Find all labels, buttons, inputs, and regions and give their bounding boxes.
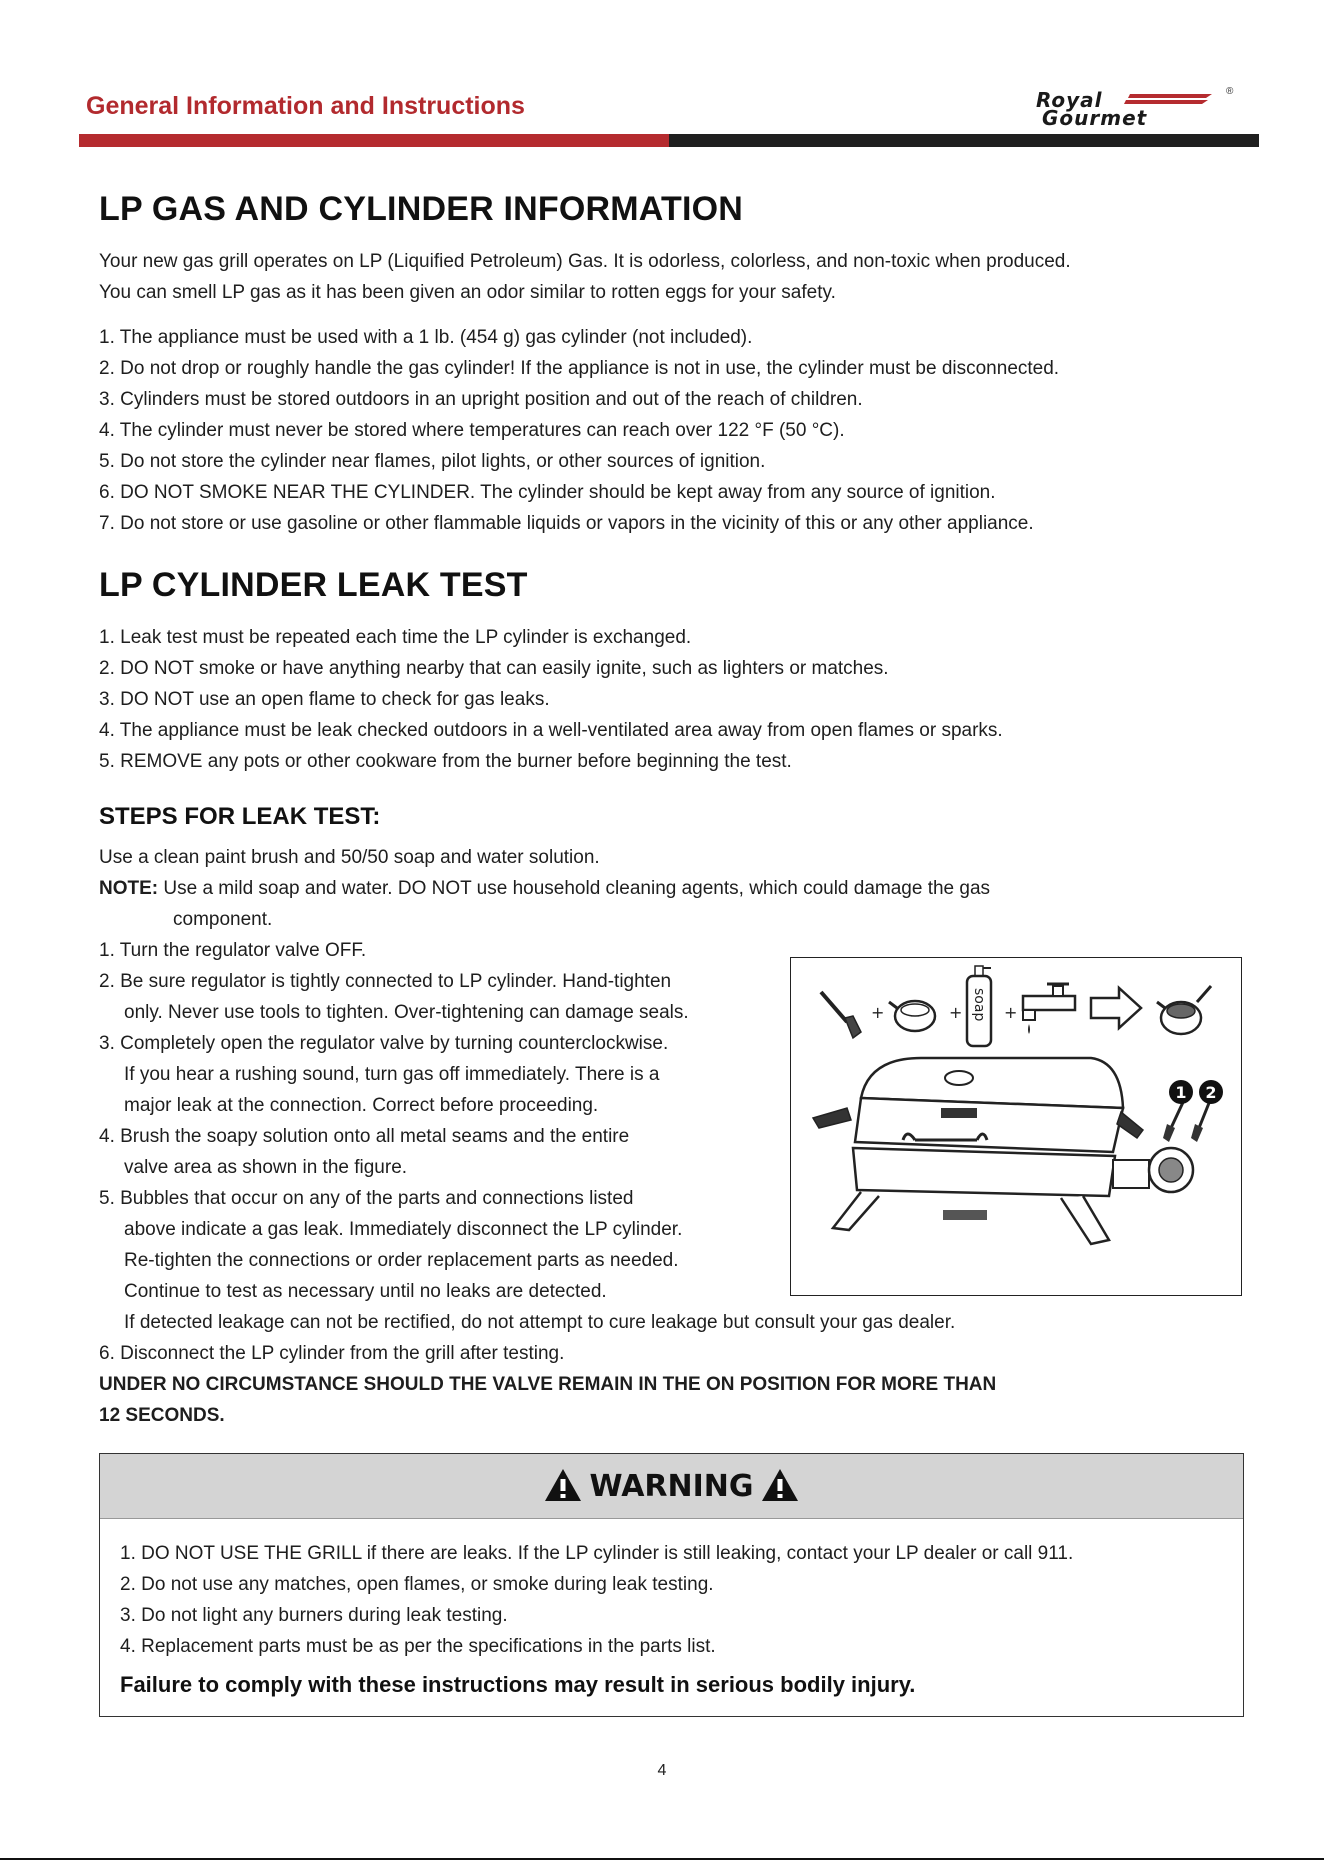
marker-1 <box>1169 1080 1193 1104</box>
caution-line: UNDER NO CIRCUMSTANCE SHOULD THE VALVE REMAIN IN THE ON POSITION FOR MORE THAN <box>99 1374 997 1395</box>
list-item: 3. Do not light any burners during leak testing. <box>120 1605 508 1626</box>
note-label: NOTE: <box>99 878 159 899</box>
marker-2 <box>1199 1080 1223 1104</box>
warning-list <box>120 1538 1073 1662</box>
list-item: 3. DO NOT use an open flame to check for gas leaks. <box>99 689 550 710</box>
steps-heading: STEPS FOR LEAK TEST: <box>99 803 381 830</box>
soap-bottle-icon <box>967 966 991 1046</box>
warning-title-text: WARNING <box>589 1469 754 1504</box>
step-line: Re-tighten the connections or order replacement parts as needed. <box>124 1250 679 1271</box>
lp-gas-intro-line: Your new gas grill operates on LP (Liquified Petroleum) Gas. It is odorless, colorless, and non-toxic when produced. <box>99 251 1071 272</box>
step-line: 5. Bubbles that occur on any of the parts and connections listed <box>99 1188 634 1209</box>
warning-footer: Failure to comply with these instructions may result in serious bodily injury. <box>120 1672 916 1697</box>
list-item: 2. Do not use any matches, open flames, or smoke during leak testing. <box>120 1574 714 1595</box>
header-bar-dark <box>669 134 1259 147</box>
soap-label: soap <box>971 988 987 1022</box>
step-line: 4. Brush the soapy solution onto all metal seams and the entire <box>99 1126 630 1147</box>
brush-icon <box>1163 1098 1185 1142</box>
header-title: General Information and Instructions <box>86 92 525 120</box>
warning-triangle-icon <box>543 1467 583 1503</box>
warning-box <box>99 1453 1244 1717</box>
step-line: If you hear a rushing sound, turn gas off immediately. There is a <box>124 1064 660 1085</box>
step-line: 2. Be sure regulator is tightly connected to LP cylinder. Hand-tighten <box>99 971 672 992</box>
arrow-right-icon <box>1091 988 1141 1028</box>
brush-icon <box>821 992 861 1038</box>
plus-sign: + <box>1004 1003 1018 1022</box>
list-item: 4. The cylinder must never be stored where temperatures can reach over 122 °F (50 °C). <box>99 420 845 441</box>
logo-flag-icon <box>1122 92 1214 108</box>
caution-line: 12 SECONDS. <box>99 1405 225 1426</box>
step-line: 1. Turn the regulator valve OFF. <box>99 940 367 961</box>
plus-sign: + <box>949 1003 963 1022</box>
leak-test-heading: LP CYLINDER LEAK TEST <box>99 566 528 604</box>
lp-gas-list <box>99 322 1059 539</box>
step-line: Continue to test as necessary until no leaks are detected. <box>124 1281 607 1302</box>
plus-sign: + <box>871 1003 885 1022</box>
faucet-icon <box>1023 984 1075 1034</box>
step-line: only. Never use tools to tighten. Over-tightening can damage seals. <box>124 1002 689 1023</box>
footer-rule <box>0 1858 1324 1860</box>
page-number: 4 <box>657 1762 667 1779</box>
lp-gas-heading: LP GAS AND CYLINDER INFORMATION <box>99 190 744 228</box>
list-item: 1. The appliance must be used with a 1 lb. (454 g) gas cylinder (not included). <box>99 327 753 348</box>
steps-note <box>99 873 990 904</box>
list-item: 4. Replacement parts must be as per the specifications in the parts list. <box>120 1636 716 1657</box>
warning-title <box>100 1454 1243 1518</box>
step-line: 3. Completely open the regulator valve by turning counterclockwise. <box>99 1033 669 1054</box>
leak-test-list <box>99 622 1003 777</box>
list-item: 5. Do not store the cylinder near flames, pilot lights, or other sources of ignition. <box>99 451 766 472</box>
brush-icon <box>1191 1098 1211 1142</box>
logo-registered-mark: ® <box>1226 86 1234 97</box>
list-item: 3. Cylinders must be stored outdoors in an upright position and out of the reach of children. <box>99 389 863 410</box>
header-divider-bar <box>79 134 1259 147</box>
water-bowl-icon <box>889 1001 935 1031</box>
step-line: above indicate a gas leak. Immediately disconnect the LP cylinder. <box>124 1219 683 1240</box>
step-line: 6. Disconnect the LP cylinder from the grill after testing. <box>99 1343 565 1364</box>
steps-intro: Use a clean paint brush and 50/50 soap and water solution. <box>99 847 600 868</box>
step-line: If detected leakage can not be rectified, do not attempt to cure leakage but consult your gas dealer. <box>124 1312 956 1333</box>
note-text: Use a mild soap and water. DO NOT use household cleaning agents, which could damage the gas <box>163 878 991 899</box>
logo-word-gourmet: Gourmet <box>1042 106 1148 130</box>
step-line: valve area as shown in the figure. <box>124 1157 408 1178</box>
header-bar-red <box>79 134 669 147</box>
list-item: 4. The appliance must be leak checked outdoors in a well-ventilated area away from open flames or sparks. <box>99 720 1003 741</box>
logo-word-royal: Royal <box>1036 88 1103 112</box>
list-item: 2. Do not drop or roughly handle the gas cylinder! If the appliance is not in use, the cylinder must be disconnected. <box>99 358 1060 379</box>
list-item: 7. Do not store or use gasoline or other flammable liquids or vapors in the vicinity of this or any other appliance. <box>99 513 1034 534</box>
warning-triangle-icon <box>760 1467 800 1503</box>
grill-illustration <box>791 958 1240 1294</box>
list-item: 1. DO NOT USE THE GRILL if there are leaks. If the LP cylinder is still leaking, contact your LP dealer or call 911. <box>120 1543 1074 1564</box>
leak-test-figure <box>790 957 1242 1296</box>
list-item: 1. Leak test must be repeated each time the LP cylinder is exchanged. <box>99 627 692 648</box>
list-item: 5. REMOVE any pots or other cookware from the burner before beginning the test. <box>99 751 792 772</box>
brand-logo <box>1030 86 1234 130</box>
list-item: 2. DO NOT smoke or have anything nearby that can easily ignite, such as lighters or matches. <box>99 658 889 679</box>
grill-body <box>813 1058 1193 1244</box>
note-text-continued: component. <box>173 909 273 930</box>
step-line: major leak at the connection. Correct before proceeding. <box>124 1095 599 1116</box>
lp-gas-intro <box>99 246 1071 308</box>
marker-1-label: 1 <box>1175 1083 1187 1102</box>
marker-2-label: 2 <box>1205 1083 1217 1102</box>
list-item: 6. DO NOT SMOKE NEAR THE CYLINDER. The cylinder should be kept away from any source of ignition. <box>99 482 996 503</box>
bubbling-bowl-icon <box>1157 986 1211 1034</box>
lp-gas-intro-line: You can smell LP gas as it has been given an odor similar to rotten eggs for your safety. <box>99 282 836 303</box>
